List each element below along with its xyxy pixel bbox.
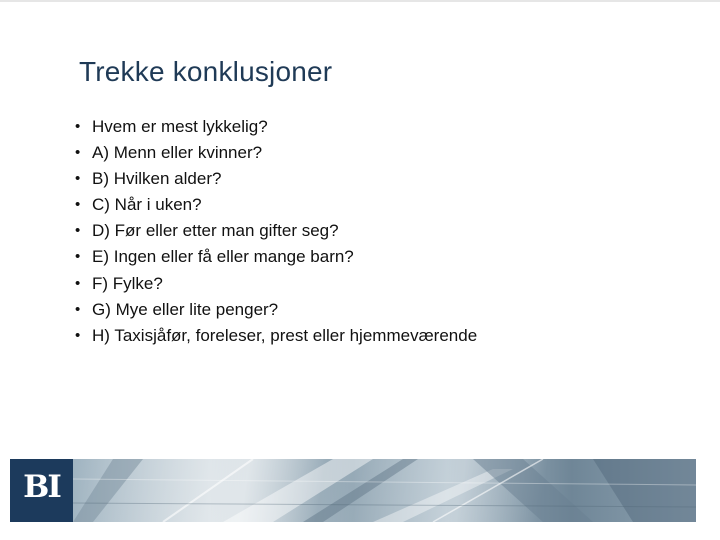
footer-banner [10, 459, 696, 522]
architecture-photo-graphic [73, 459, 696, 522]
bullet-dot-icon: • [75, 248, 81, 266]
bullet-text: G) Mye eller lite penger? [92, 299, 279, 319]
bullet-dot-icon: • [75, 274, 81, 292]
bullet-item [75, 192, 477, 218]
bullet-text: Hvem er mest lykkelig? [92, 117, 268, 136]
bullet-item [75, 323, 477, 349]
bullet-item [75, 244, 477, 270]
bullet-dot-icon: • [75, 326, 81, 344]
bullet-text: C) Når i uken? [92, 195, 202, 215]
bullet-text: F) Fylke? [92, 273, 163, 293]
architecture-photo [73, 459, 696, 522]
bullet-dot-icon: • [75, 144, 81, 162]
bullet-item [75, 114, 477, 140]
bullet-item [75, 297, 477, 323]
bullet-dot-icon: • [75, 300, 81, 318]
bullet-text: A) Menn eller kvinner? [92, 143, 263, 163]
bullet-item [75, 166, 477, 192]
bullet-dot-icon: • [75, 118, 81, 135]
bullet-dot-icon: • [75, 196, 81, 214]
bi-logo-text: BI [23, 469, 60, 505]
bullet-item [75, 140, 477, 166]
bullet-text: D) Før eller etter man gifter seg? [92, 221, 339, 241]
slide-title: Trekke konklusjoner [79, 56, 333, 87]
bullet-dot-icon: • [75, 222, 81, 240]
top-divider [0, 0, 720, 2]
bullet-list [75, 114, 477, 349]
bullet-text: E) Ingen eller få eller mange barn? [92, 247, 354, 267]
bi-logo [10, 459, 73, 522]
bullet-item [75, 271, 477, 297]
bullet-text: H) Taxisjåfør, foreleser, prest eller hjemmeværende [92, 325, 478, 345]
bullet-item [75, 218, 477, 244]
bullet-dot-icon: • [75, 170, 81, 188]
bullet-text: B) Hvilken alder? [92, 169, 222, 189]
